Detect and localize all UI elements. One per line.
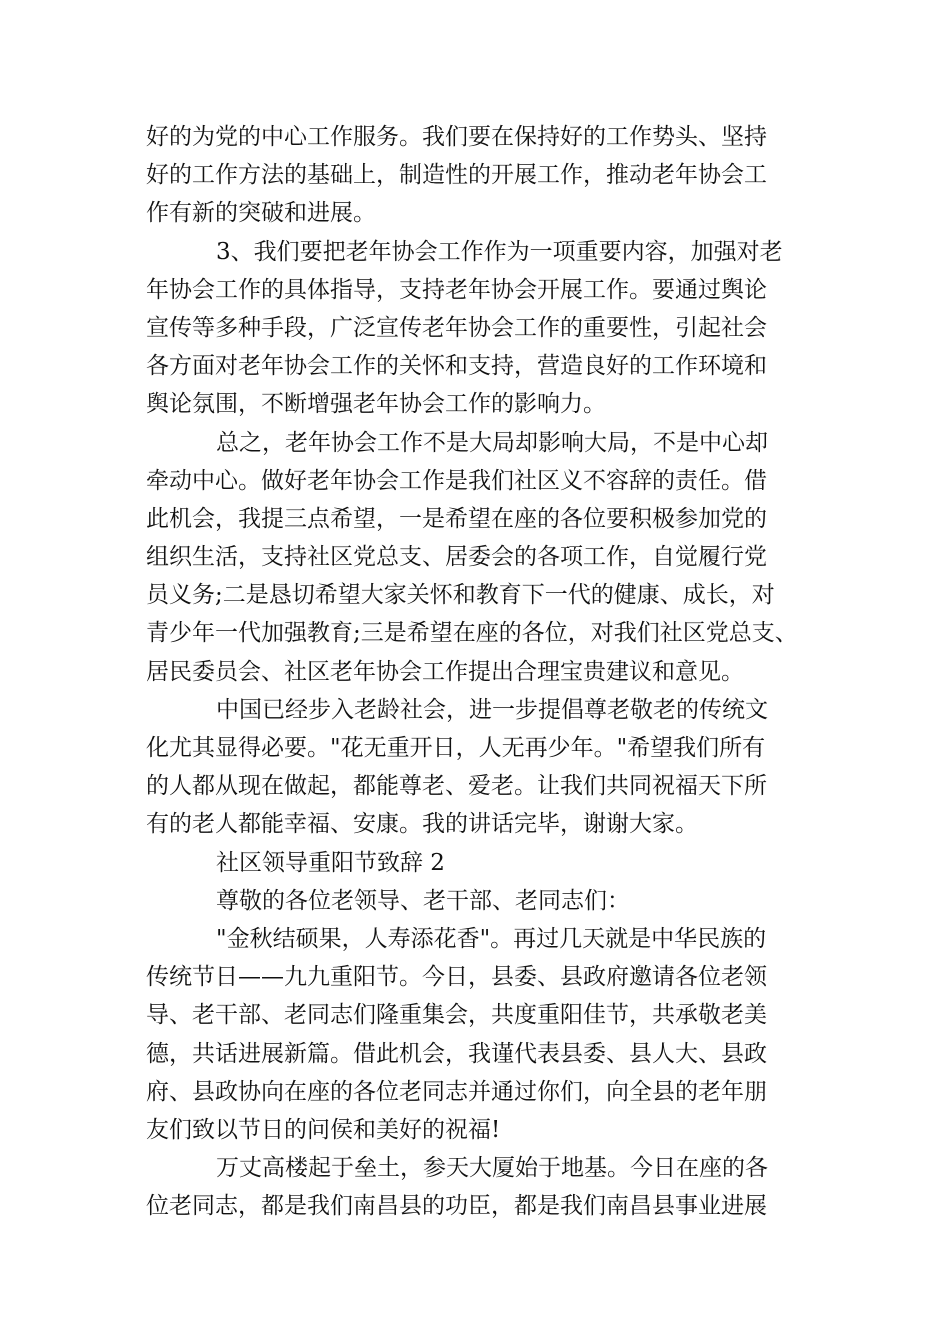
text-line: 化尤其显得必要。"花无重开日，人无再少年。"希望我们所有 (146, 735, 766, 761)
text-line: 德，共话进展新篇。借此机会，我谨代表县委、县人大、县政 (146, 1040, 767, 1067)
text-line: 3、我们要把老年协会工作作为一项重要内容，加强对老 (216, 238, 783, 265)
text-line: 牵动中心。做好老年协会工作是我们社区义不容辞的责任。借 (146, 467, 767, 494)
text-line: 社区领导重阳节致辞 2 (216, 849, 445, 876)
text-line: 导、老干部、老同志们隆重集会，共度重阳佳节，共承敬老美 (146, 1002, 767, 1029)
text-line: 的人都从现在做起，都能尊老、爱老。让我们共同祝福天下所 (146, 773, 767, 800)
body-text (146, 118, 826, 1225)
text-line: 好的为党的中心工作服务。我们要在保持好的工作势头、坚持 (146, 124, 767, 150)
text-line: 总之，老年协会工作不是大局却影响大局，不是中心却 (216, 429, 768, 456)
text-line: 中国已经步入老龄社会，进一步提倡尊老敬老的传统文 (216, 696, 768, 723)
text-line: 青少年一代加强教育;三是希望在座的各位，对我们社区党总支、 (146, 620, 798, 647)
text-line: 年协会工作的具体指导，支持老年协会开展工作。要通过舆论 (146, 276, 767, 303)
text-line: 作有新的突破和进展。 (146, 200, 376, 227)
text-line: 友们致以节日的问侯和美好的祝福! (146, 1116, 501, 1143)
text-line: 有的老人都能幸福、安康。我的讲话完毕，谢谢大家。 (146, 811, 698, 838)
text-line: 好的工作方法的基础上，制造性的开展工作，推动老年协会工 (146, 162, 767, 189)
text-line: 各方面对老年协会工作的关怀和支持，营造良好的工作环境和 (146, 353, 767, 380)
text-line: "金秋结硕果，人寿添花香"。再过几天就是中华民族的 (216, 925, 767, 952)
text-line: 舆论氛围，不断增强老年协会工作的影响力。 (146, 391, 606, 418)
text-line: 位老同志，都是我们南昌县的功臣，都是我们南昌县事业进展 (146, 1193, 767, 1220)
text-line: 员义务;二是恳切希望大家关怀和教育下一代的健康、成长，对 (146, 582, 775, 609)
text-line: 万丈高楼起于垒土，参天大厦始于地基。今日在座的各 (216, 1155, 768, 1182)
text-line: 宣传等多种手段，广泛宣传老年协会工作的重要性，引起社会 (146, 314, 767, 341)
text-line: 尊敬的各位老领导、老干部、老同志们： (216, 887, 630, 914)
text-line: 此机会，我提三点希望，一是希望在座的各位要积极参加党的 (146, 505, 767, 532)
text-line: 府、县政协向在座的各位老同志并通过你们，向全县的老年朋 (146, 1078, 767, 1105)
text-line: 组织生活，支持社区党总支、居委会的各项工作，自觉履行党 (146, 544, 767, 571)
text-line: 传统节日——九九重阳节。今日，县委、县政府邀请各位老领 (146, 964, 767, 991)
text-line: 居民委员会、社区老年协会工作提出合理宝贵建议和意见。 (146, 658, 744, 685)
